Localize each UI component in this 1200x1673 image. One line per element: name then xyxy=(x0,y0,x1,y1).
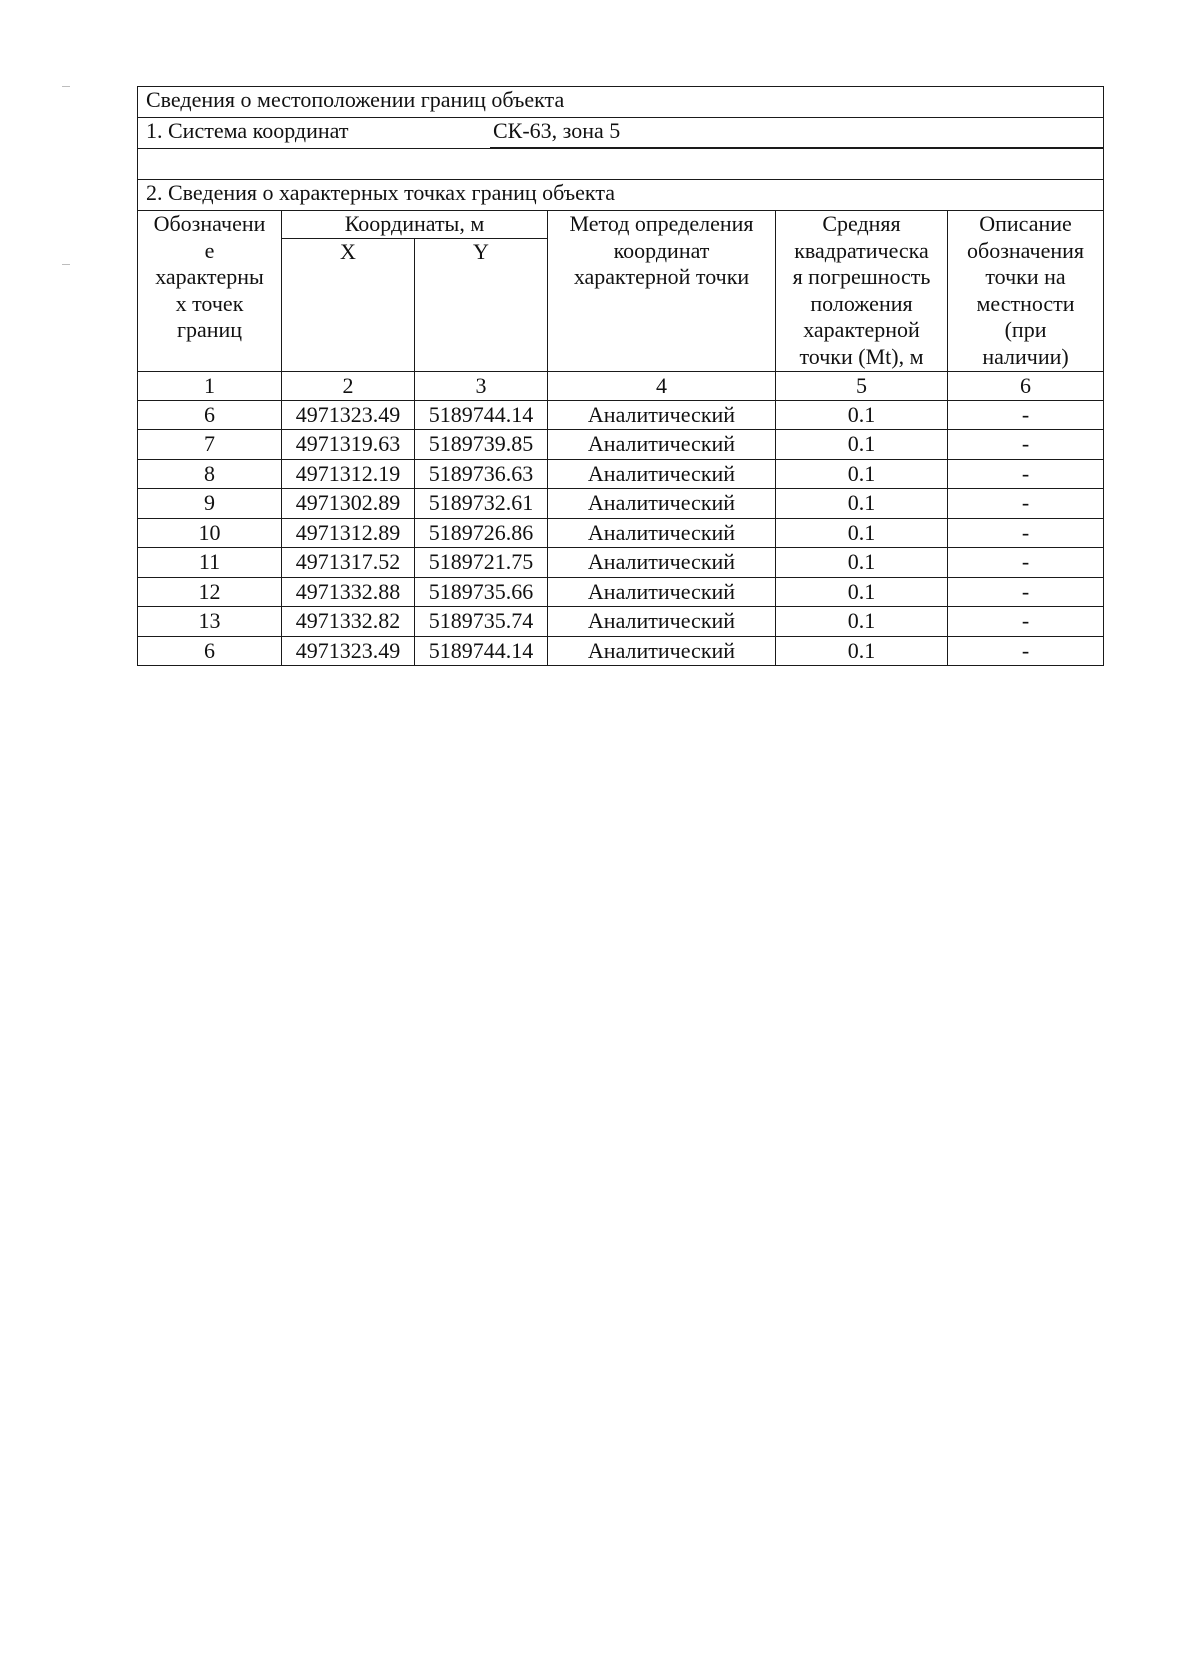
table-row xyxy=(138,489,1104,519)
table-row xyxy=(138,636,1104,666)
blank-cell xyxy=(138,149,1104,180)
points-section-title-row xyxy=(138,180,1104,211)
coordinate-system-label: 1. Система координат xyxy=(146,118,349,143)
header-error-line: Средняя xyxy=(822,211,901,236)
y-coordinate-cell: 5189736.63 xyxy=(415,459,548,489)
point-cell: 8 xyxy=(138,459,282,489)
points-section-title: 2. Сведения о характерных точках границ объекта xyxy=(138,180,1104,211)
y-coordinate-cell: 5189721.75 xyxy=(415,548,548,578)
header-description xyxy=(948,211,1104,372)
description-cell: - xyxy=(948,518,1104,548)
header-designation-line: характерны xyxy=(155,264,264,289)
method-cell: Аналитический xyxy=(548,548,776,578)
header-designation-line: Обозначени xyxy=(153,211,266,236)
header-designation-line: границ xyxy=(176,317,243,342)
description-cell: - xyxy=(948,607,1104,637)
x-coordinate-cell: 4971302.89 xyxy=(282,489,415,519)
header-description-line: наличии) xyxy=(982,343,1069,369)
x-coordinate-cell: 4971317.52 xyxy=(282,548,415,578)
table-row xyxy=(138,400,1104,430)
table-row xyxy=(138,518,1104,548)
mt-cell: 0.1 xyxy=(776,489,948,519)
header-description-line: обозначения xyxy=(967,237,1085,263)
x-coordinate-cell: 4971319.63 xyxy=(282,430,415,460)
description-cell: - xyxy=(948,636,1104,666)
column-number-row xyxy=(138,371,1104,400)
description-cell: - xyxy=(948,548,1104,578)
coordinate-system-cell xyxy=(138,118,1104,149)
coordinate-system-row xyxy=(138,118,1104,149)
margin-mark xyxy=(62,86,70,87)
y-coordinate-cell: 5189732.61 xyxy=(415,489,548,519)
column-number: 4 xyxy=(548,371,776,400)
mt-cell: 0.1 xyxy=(776,518,948,548)
section-title: Сведения о местоположении границ объекта xyxy=(138,87,1104,118)
method-cell: Аналитический xyxy=(548,577,776,607)
mt-cell: 0.1 xyxy=(776,577,948,607)
mt-cell: 0.1 xyxy=(776,459,948,489)
x-coordinate-cell: 4971332.88 xyxy=(282,577,415,607)
mt-cell: 0.1 xyxy=(776,548,948,578)
mt-cell: 0.1 xyxy=(776,636,948,666)
method-cell: Аналитический xyxy=(548,518,776,548)
point-cell: 9 xyxy=(138,489,282,519)
description-cell: - xyxy=(948,400,1104,430)
column-number: 6 xyxy=(948,371,1104,400)
x-coordinate-cell: 4971312.19 xyxy=(282,459,415,489)
x-coordinate-cell: 4971323.49 xyxy=(282,636,415,666)
header-coordinates: Координаты, м xyxy=(282,211,548,239)
description-cell: - xyxy=(948,577,1104,607)
point-cell: 11 xyxy=(138,548,282,578)
header-row xyxy=(138,211,1104,239)
method-cell: Аналитический xyxy=(548,400,776,430)
header-error-line: точки (Mt), м xyxy=(799,343,924,369)
y-coordinate-cell: 5189739.85 xyxy=(415,430,548,460)
header-error-line: положения xyxy=(810,290,913,316)
header-description-line: местности xyxy=(976,290,1075,316)
point-cell: 7 xyxy=(138,430,282,460)
point-cell: 6 xyxy=(138,636,282,666)
y-coordinate-cell: 5189744.14 xyxy=(415,400,548,430)
column-number: 1 xyxy=(138,371,282,400)
x-coordinate-cell: 4971312.89 xyxy=(282,518,415,548)
blank-row xyxy=(138,149,1104,180)
header-description-line: точки на xyxy=(985,264,1066,289)
coordinate-system-value: СК-63, зона 5 xyxy=(493,118,621,143)
mt-cell: 0.1 xyxy=(776,430,948,460)
header-method-line: координат xyxy=(613,237,710,263)
y-coordinate-cell: 5189726.86 xyxy=(415,518,548,548)
method-cell: Аналитический xyxy=(548,459,776,489)
mt-cell: 0.1 xyxy=(776,607,948,637)
method-cell: Аналитический xyxy=(548,607,776,637)
point-cell: 10 xyxy=(138,518,282,548)
point-cell: 13 xyxy=(138,607,282,637)
y-coordinate-cell: 5189735.74 xyxy=(415,607,548,637)
method-cell: Аналитический xyxy=(548,430,776,460)
column-number: 3 xyxy=(415,371,548,400)
table-row xyxy=(138,607,1104,637)
header-error-line: квадратическа xyxy=(794,237,929,263)
x-coordinate-cell: 4971323.49 xyxy=(282,400,415,430)
coordinate-system-underline xyxy=(490,147,1103,148)
header-method xyxy=(548,211,776,372)
table-row xyxy=(138,577,1104,607)
header-designation-line: х точек xyxy=(175,290,244,316)
method-cell: Аналитический xyxy=(548,489,776,519)
method-cell: Аналитический xyxy=(548,636,776,666)
mt-cell: 0.1 xyxy=(776,400,948,430)
header-method-line: Метод определения xyxy=(569,211,754,236)
header-description-line: Описание xyxy=(979,211,1072,236)
header-designation-line: е xyxy=(204,237,215,263)
y-coordinate-cell: 5189744.14 xyxy=(415,636,548,666)
description-cell: - xyxy=(948,430,1104,460)
description-cell: - xyxy=(948,489,1104,519)
table-row xyxy=(138,548,1104,578)
header-designation xyxy=(138,211,282,372)
point-cell: 12 xyxy=(138,577,282,607)
header-description-line: (при xyxy=(1004,317,1047,342)
y-coordinate-cell: 5189735.66 xyxy=(415,577,548,607)
margin-mark xyxy=(62,264,70,265)
column-number: 2 xyxy=(282,371,415,400)
table-row xyxy=(138,430,1104,460)
description-cell: - xyxy=(948,459,1104,489)
point-cell: 6 xyxy=(138,400,282,430)
header-method-line: характерной точки xyxy=(573,264,750,289)
section-title-row xyxy=(138,87,1104,118)
x-coordinate-cell: 4971332.82 xyxy=(282,607,415,637)
table-row xyxy=(138,459,1104,489)
header-x: X xyxy=(282,238,415,371)
boundary-points-table xyxy=(137,86,1104,666)
column-number: 5 xyxy=(776,371,948,400)
header-y: Y xyxy=(415,238,548,371)
header-error-line: я погрешность xyxy=(792,264,931,289)
header-error-line: характерной xyxy=(803,317,920,342)
header-error xyxy=(776,211,948,372)
